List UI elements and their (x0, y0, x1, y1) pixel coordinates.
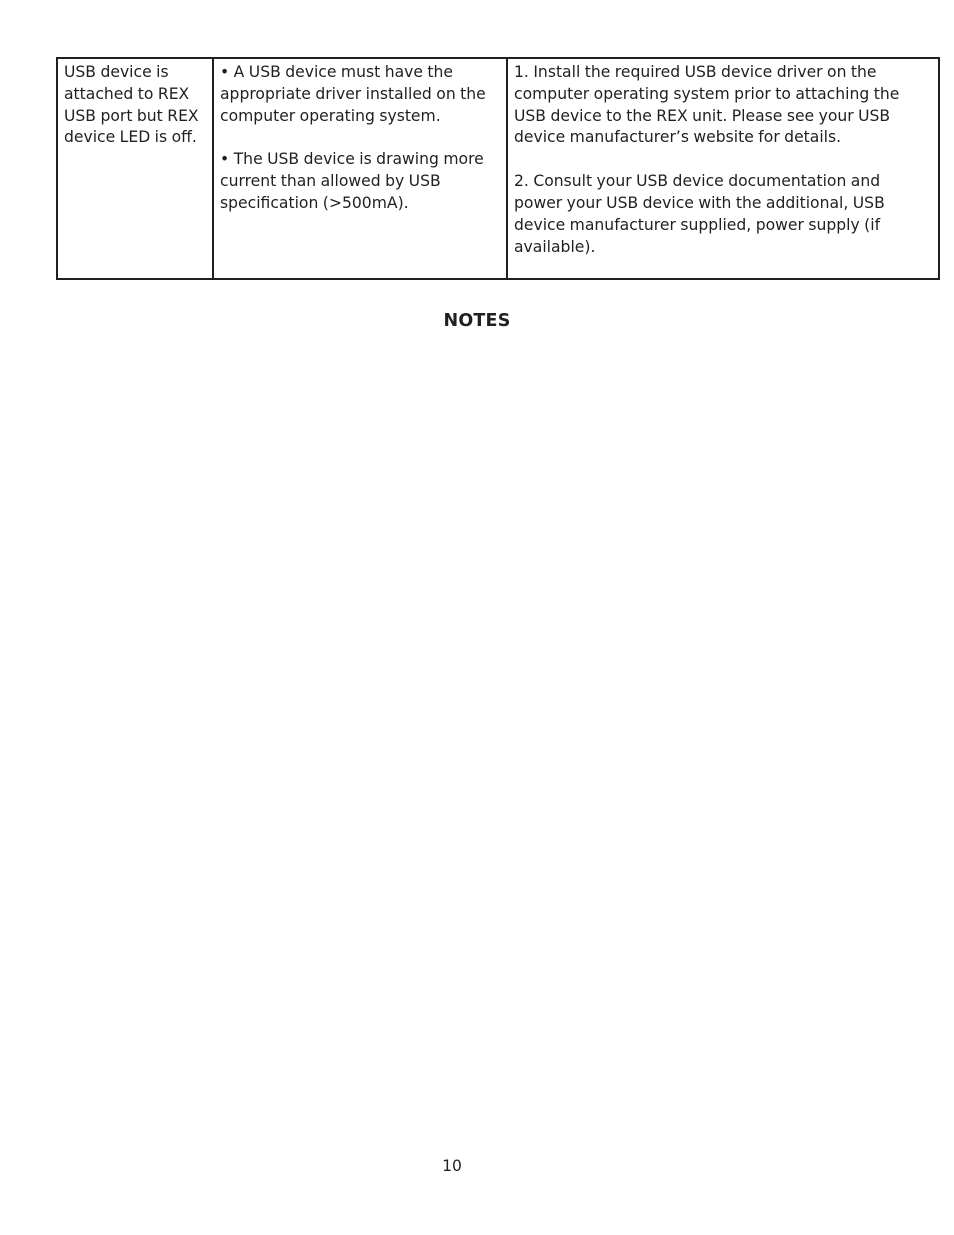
solution-item-1: 1. Install the required USB device driver on the computer operating system prior to attaching the USB device to the REX unit. Please see your USB device manufacturer’s website for details. (514, 63, 900, 147)
table-row (57, 58, 939, 279)
symptom-text: USB device is attached to REX USB port but REX device LED is off. (64, 63, 199, 147)
solution-item-2: 2. Consult your USB device documentation and power your USB device with the additional, USB device manufacturer supplied, power supply (if available). (514, 172, 885, 256)
solution-spacer (514, 149, 932, 171)
cause-item-2: • The USB device is drawing more current than allowed by USB specification (>500mA). (220, 150, 484, 212)
symptom-cell (57, 58, 213, 279)
cause-spacer (220, 127, 500, 149)
cause-cell (213, 58, 507, 279)
cause-item-1: • A USB device must have the appropriate driver installed on the computer operating system. (220, 63, 486, 125)
troubleshooting-table (56, 57, 940, 280)
page-number: 10 (442, 1157, 462, 1175)
solution-cell (507, 58, 939, 279)
notes-heading: NOTES (443, 311, 511, 331)
